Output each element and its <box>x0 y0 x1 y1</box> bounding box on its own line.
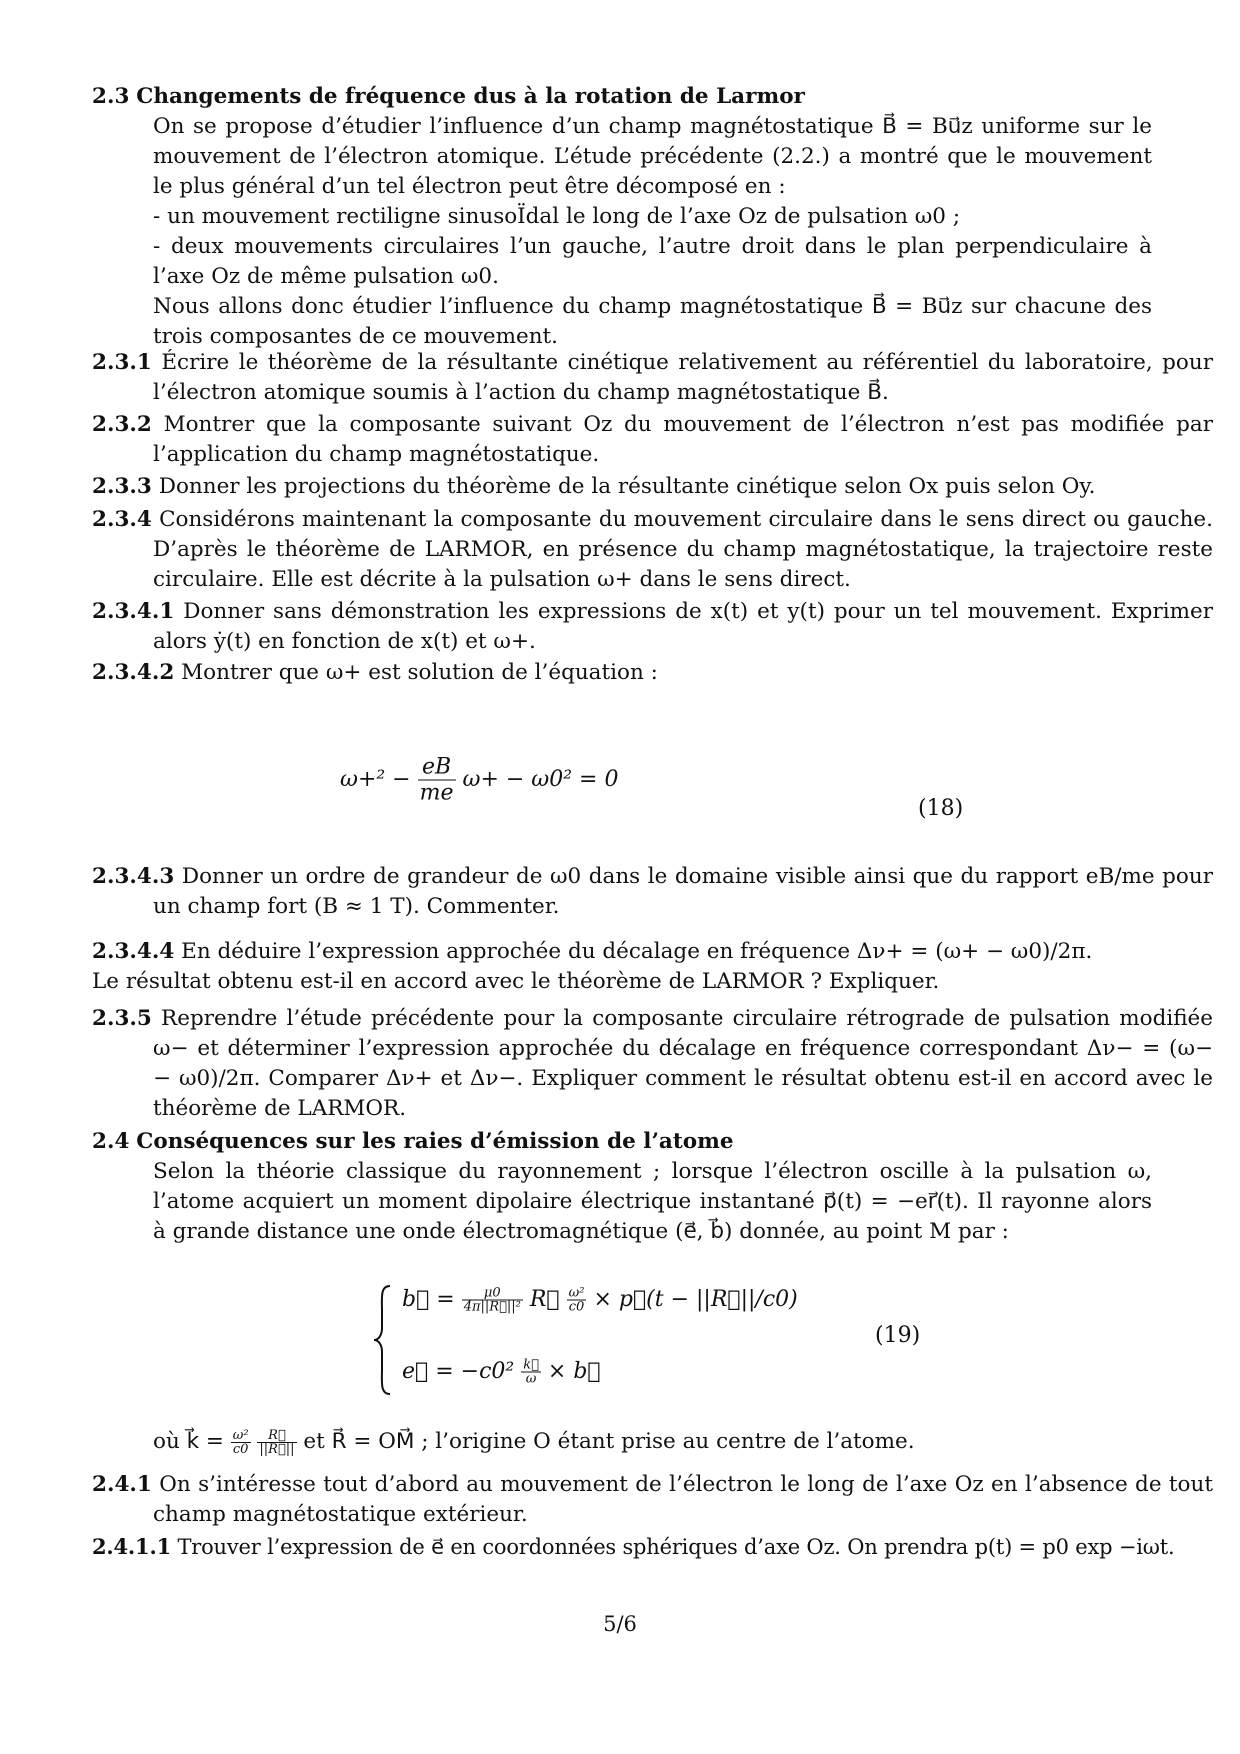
equation-term: R⃗ <box>529 1287 567 1312</box>
paragraph: Nous allons donc étudier l’influence du champ magnétostatique B⃗ = Bu⃗z sur chacune des trois composantes de ce mouvement. <box>153 294 1152 349</box>
question-2-3-4-3 <box>92 862 1213 922</box>
fraction-numerator: ω² <box>232 1427 249 1443</box>
section-heading <box>92 82 1152 112</box>
question-number: 2.4.1.1 <box>92 1534 171 1559</box>
section-number: 2.4 <box>92 1129 130 1154</box>
list-item: - deux mouvements circulaires l’un gauche, l’autre droit dans le plan perpendiculaire à l’axe Oz de même pulsation ω0. <box>153 234 1152 289</box>
fraction-numerator: k⃗ <box>523 1357 539 1373</box>
equation-term: ω+ − ω0² = 0 <box>462 767 619 792</box>
fraction-numerator: ω² <box>568 1285 585 1301</box>
fraction <box>257 1429 296 1456</box>
page-number: 5/6 <box>603 1612 637 1636</box>
fraction <box>418 755 456 806</box>
question-number: 2.3.3 <box>92 474 152 499</box>
question-text: Donner sans démonstration les expressions de x(t) et y(t) pour un tel mouvement. Exprimer alors ẏ(t) en fonction de x(t) et ω+. <box>153 599 1213 654</box>
question-number: 2.3.4.3 <box>92 864 175 889</box>
fraction-denominator: ||R⃗|| <box>259 1441 295 1457</box>
question-number: 2.3.4 <box>92 507 152 532</box>
question-text: Écrire le théorème de la résultante cinétique relativement au référentiel du laboratoire, pour l’électron atomique soumis à l’action du champ magnétostatique B⃗. <box>153 350 1213 405</box>
question-number: 2.3.4.2 <box>92 660 175 685</box>
question-text: Reprendre l’étude précédente pour la composante circulaire rétrograde de pulsation modifiée ω− et déterminer l’expression approchée du décalage en fréquence correspondant Δν− = (ω− − ω0)/2π. Comparer Δν+ et Δν−. Expliquer comment le résultat obtenu est-il en accord avec le théorème de LARMOR. <box>153 1006 1213 1121</box>
equation-19-b <box>402 1287 798 1314</box>
fraction <box>521 1359 541 1386</box>
equation-number: (19) <box>875 1323 921 1348</box>
question-2-3-1 <box>92 348 1213 408</box>
question-text: On s’intéresse tout d’abord au mouvement de l’électron le long de l’axe Oz en l’absence de tout champ magnétostatique extérieur. <box>153 1472 1213 1527</box>
question-2-3-5 <box>92 1004 1213 1124</box>
question-number: 2.3.4.1 <box>92 599 175 624</box>
question-2-3-3 <box>92 472 1213 502</box>
question-text: Donner les projections du théorème de la résultante cinétique selon Ox puis selon Oy. <box>158 474 1096 499</box>
question-number: 2.3.5 <box>92 1006 152 1031</box>
section-title: Conséquences sur les raies d’émission de l’atome <box>136 1129 734 1154</box>
section-title: Changements de fréquence dus à la rotation de Larmor <box>136 84 805 109</box>
fraction-numerator: μ0 <box>462 1287 523 1301</box>
equation-number: (18) <box>918 796 964 821</box>
question-2-3-4-1 <box>92 597 1213 657</box>
fraction <box>462 1287 523 1314</box>
fraction-denominator: 4π||R⃗||² <box>463 1299 521 1315</box>
equation-18 <box>340 755 618 806</box>
equation-term: × b⃗ <box>547 1359 601 1384</box>
fraction-numerator: R⃗ <box>257 1429 296 1443</box>
fraction-denominator: ω <box>525 1371 537 1387</box>
equation-term: × p⃗(t − ||R⃗||/c0) <box>593 1287 798 1312</box>
question-text: Donner un ordre de grandeur de ω0 dans le domaine visible ainsi que du rapport eB/me pour un champ fort (B ≈ 1 T). Commenter. <box>153 864 1213 919</box>
fraction-numerator: eB <box>418 755 456 781</box>
list-item: - un mouvement rectiligne sinusoÏdal le long de l’axe Oz de pulsation ω0 ; <box>153 204 961 229</box>
where-text: et R⃗ = OM⃗ ; l’origine O étant prise au centre de l’atome. <box>303 1429 915 1454</box>
question-text: Montrer que ω+ est solution de l’équation : <box>181 660 658 685</box>
question-2-3-4 <box>92 505 1213 595</box>
question-text-continued: Le résultat obtenu est-il en accord avec le théorème de LARMOR ? Expliquer. <box>92 969 940 994</box>
question-number: 2.3.1 <box>92 350 152 375</box>
equation-term: b⃗ = <box>402 1287 462 1312</box>
question-2-3-4-2 <box>92 658 1213 688</box>
question-2-3-4-4 <box>92 937 1213 997</box>
equation-brace <box>372 1284 394 1396</box>
fraction-denominator: me <box>419 780 454 806</box>
paragraph: Selon la théorie classique du rayonnement ; lorsque l’électron oscille à la pulsation ω, l’atome acquiert un moment dipolaire électrique instantané p⃗(t) = −er⃗(t). Il rayonne alors à grande distance une onde électromagnétique (e⃗, b⃗) donnée, au point M par : <box>153 1159 1152 1244</box>
fraction <box>231 1429 251 1456</box>
question-2-3-2 <box>92 410 1213 470</box>
intro-paragraph: On se propose d’étudier l’influence d’un champ magnétostatique B⃗ = Bu⃗z uniforme sur le mouvement de l’électron atomique. L’étude précédente (2.2.) a montré que le mouvement le plus général d’un tel électron peut être décomposé en : <box>153 114 1152 199</box>
fraction-denominator: c0 <box>232 1441 249 1457</box>
question-2-4-1 <box>92 1470 1213 1530</box>
equation-19-e <box>402 1359 601 1386</box>
equation-term: ω+² − <box>340 767 418 792</box>
where-clause <box>92 1427 1213 1457</box>
section-2-4 <box>92 1127 1152 1247</box>
question-number: 2.3.4.4 <box>92 939 175 964</box>
question-number: 2.4.1 <box>92 1472 152 1497</box>
fraction-denominator: c0 <box>568 1299 585 1315</box>
question-text: En déduire l’expression approchée du décalage en fréquence Δν+ = (ω+ − ω0)/2π. <box>181 939 1093 964</box>
question-text: Considérons maintenant la composante du mouvement circulaire dans le sens direct ou gauche. D’après le théorème de LARMOR, en présence du champ magnétostatique, la trajectoire reste circulaire. Elle est décrite à la pulsation ω+ dans le sens direct. <box>153 507 1213 592</box>
question-text: Montrer que la composante suivant Oz du mouvement de l’électron n’est pas modifiée par l’application du champ magnétostatique. <box>153 412 1213 467</box>
question-2-4-1-1 <box>92 1532 1213 1562</box>
section-2-3 <box>92 82 1152 352</box>
fraction <box>567 1287 587 1314</box>
question-text: Trouver l’expression de e⃗ en coordonnées sphériques d’axe Oz. On prendra p(t) = p0 exp −iωt. <box>177 1535 1175 1559</box>
section-heading <box>92 1127 1152 1157</box>
equation-term: e⃗ = −c0² <box>402 1359 515 1384</box>
section-number: 2.3 <box>92 84 130 109</box>
where-text: où k⃗ = <box>153 1429 231 1454</box>
question-number: 2.3.2 <box>92 412 152 437</box>
